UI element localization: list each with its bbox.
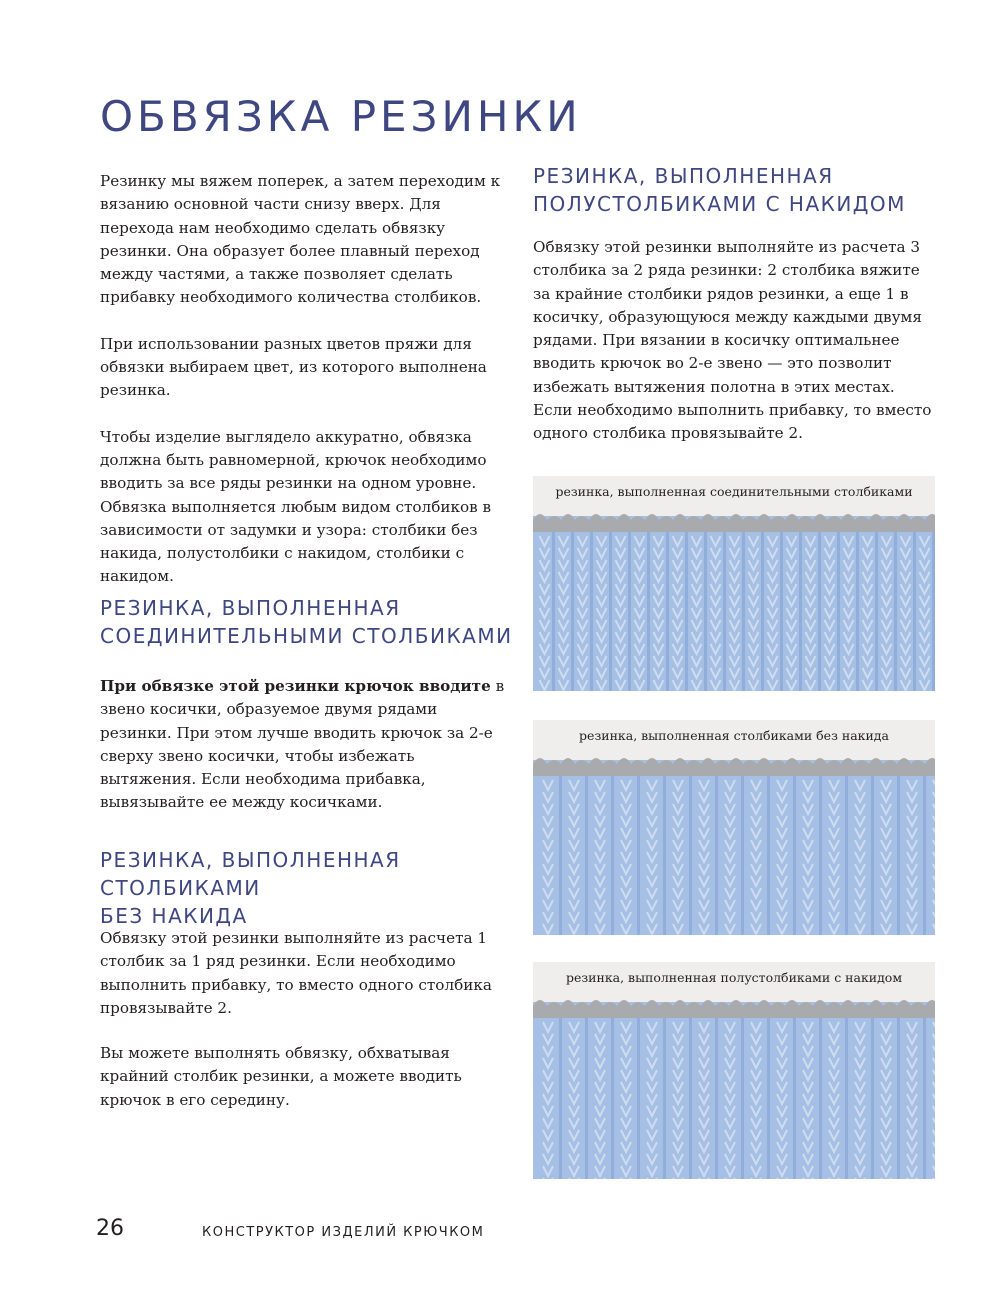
section-body-connecting	[100, 675, 510, 815]
intro-column	[100, 170, 505, 589]
heading-line: РЕЗИНКА, ВЫПОЛНЕННАЯ	[533, 164, 834, 188]
heading-line: СОЕДИНИТЕЛЬНЫМИ СТОЛБИКАМИ	[100, 624, 513, 648]
heading-line: РЕЗИНКА, ВЫПОЛНЕННАЯ	[100, 596, 401, 620]
photo-caption: резинка, выполненная столбиками без накида	[579, 728, 889, 743]
section-heading-connecting	[100, 594, 520, 650]
knitted-ribbing-photo	[533, 962, 935, 1179]
photo-ribbing-single	[533, 720, 935, 935]
photo-ribbing-half-double	[533, 962, 935, 1179]
photo-ribbing-connecting	[533, 476, 935, 691]
bold-lead: При обвязке этой резинки крючок вводите	[100, 677, 491, 695]
body-text: в звено косички, образуемое двумя рядами резинки. При этом лучше вводить крючок за 2-е сверху звено косички, чтобы избежать вытяжения. Если необходима прибавка, вывязывайте ее между косичками.	[100, 677, 505, 812]
book-title: КОНСТРУКТОР ИЗДЕЛИЙ КРЮЧКОМ	[202, 1225, 485, 1240]
page-footer	[96, 1216, 485, 1241]
section-heading-single	[100, 846, 520, 930]
page-title: ОБВЯЗКА РЕЗИНКИ	[100, 92, 582, 141]
section-body-half-double: Обвязку этой резинки выполняйте из расчета 3 столбика за 2 ряда резинки: 2 столбика вяжите за крайние столбики рядов резинки, а еще 1 в косичку, образующуюся между каждыми двумя рядами. При вязании в косичку оптимальнее вводить крючок во 2-е звено — это позволит избежать вытяжения полотна в этих местах. Если необходимо выполнить прибавку, то вместо одного столбика провязывайте 2.	[533, 238, 932, 443]
photo-caption: резинка, выполненная соединительными столбиками	[555, 484, 913, 499]
intro-paragraph-1: Резинку мы вяжем поперек, а затем переходим к вязанию основной части снизу вверх. Для перехода нам необходимо сделать обвязку резинки. Она образует более плавный переход между частями, а также позволяет сделать прибавку необходимого количества столбиков.	[100, 172, 501, 307]
knitted-ribbing-photo	[533, 476, 935, 691]
heading-line: РЕЗИНКА, ВЫПОЛНЕННАЯ СТОЛБИКАМИ	[100, 848, 401, 900]
knitted-ribbing-photo	[533, 720, 935, 935]
section-heading-half-double	[533, 162, 935, 218]
heading-line: БЕЗ НАКИДА	[100, 904, 248, 928]
intro-paragraph-2: При использовании разных цветов пряжи для обвязки выбираем цвет, из которого выполнена резинка.	[100, 334, 487, 400]
page-number: 26	[96, 1216, 124, 1241]
photo-caption: резинка, выполненная полустолбиками с накидом	[565, 970, 903, 985]
intro-paragraph-3: Чтобы изделие выглядело аккуратно, обвязка должна быть равномерной, крючок необходимо вводить за все ряды резинки на одном уровне. Обвязка выполняется любым видом столбиков в зависимости от задумки и узора: столбики без накида, полустолбики с накидом, столбики с накидом.	[100, 427, 492, 586]
section-body-single-1: Обвязку этой резинки выполняйте из расчета 1 столбик за 1 ряд резинки. Если необходимо выполнить прибавку, то вместо одного столбика провязывайте 2.	[100, 929, 492, 1017]
section-body-single-2: Вы можете выполнять обвязку, обхватывая крайний столбик резинки, а можете вводить крючок в его середину.	[100, 1044, 462, 1109]
heading-line: ПОЛУСТОЛБИКАМИ С НАКИДОМ	[533, 192, 906, 216]
